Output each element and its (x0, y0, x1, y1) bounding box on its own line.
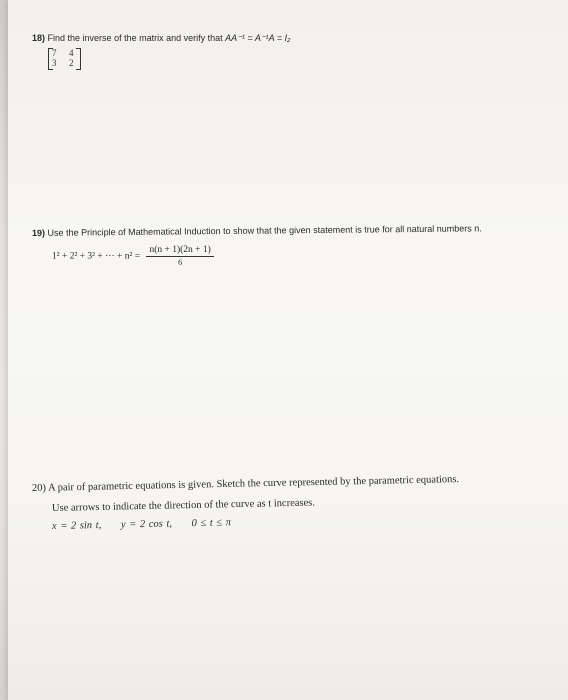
formula-denominator: 6 (178, 258, 183, 267)
question-19-number: 19) (31, 227, 46, 238)
question-19-text: Use the Principle of Mathematical Induction to show that the given statement is true for all natural numbers n. (47, 223, 482, 238)
matrix-cell: 4 (69, 48, 74, 58)
question-20-line2: Use arrows to indicate the direction of the curve as t increases. (51, 497, 316, 514)
question-20-number: 20) (31, 482, 47, 494)
matrix-cell: 7 (52, 48, 57, 58)
question-18-text: Find the inverse of the matrix and verify that (47, 33, 223, 43)
question-20-equations (52, 517, 247, 532)
question-19 (32, 223, 482, 238)
parameter-range: 0 ≤ t ≤ π (191, 517, 232, 530)
matrix-cell: 3 (52, 58, 57, 68)
formula-lhs: 1² + 2² + 3² + ⋯ + n² = (52, 251, 141, 262)
question-20 (32, 474, 459, 494)
matrix-cell: 2 (69, 58, 74, 68)
question-20-line1: A pair of parametric equations is given. Sketch the curve represented by the parametric equations. (47, 474, 460, 494)
question-18 (32, 33, 290, 44)
question-19-formula (52, 245, 214, 267)
equation-y: y = 2 cos t, (120, 518, 173, 531)
worksheet-page (8, 0, 568, 700)
equation-x: x = 2 sin t, (51, 519, 102, 532)
question-18-identity: AA⁻¹ = A⁻¹A = I₂ (225, 33, 291, 43)
formula-fraction (146, 245, 213, 267)
matrix-right-bracket (76, 48, 81, 70)
question-18-number: 18) (32, 33, 46, 43)
formula-numerator: n(n + 1)(2n + 1) (146, 245, 213, 257)
